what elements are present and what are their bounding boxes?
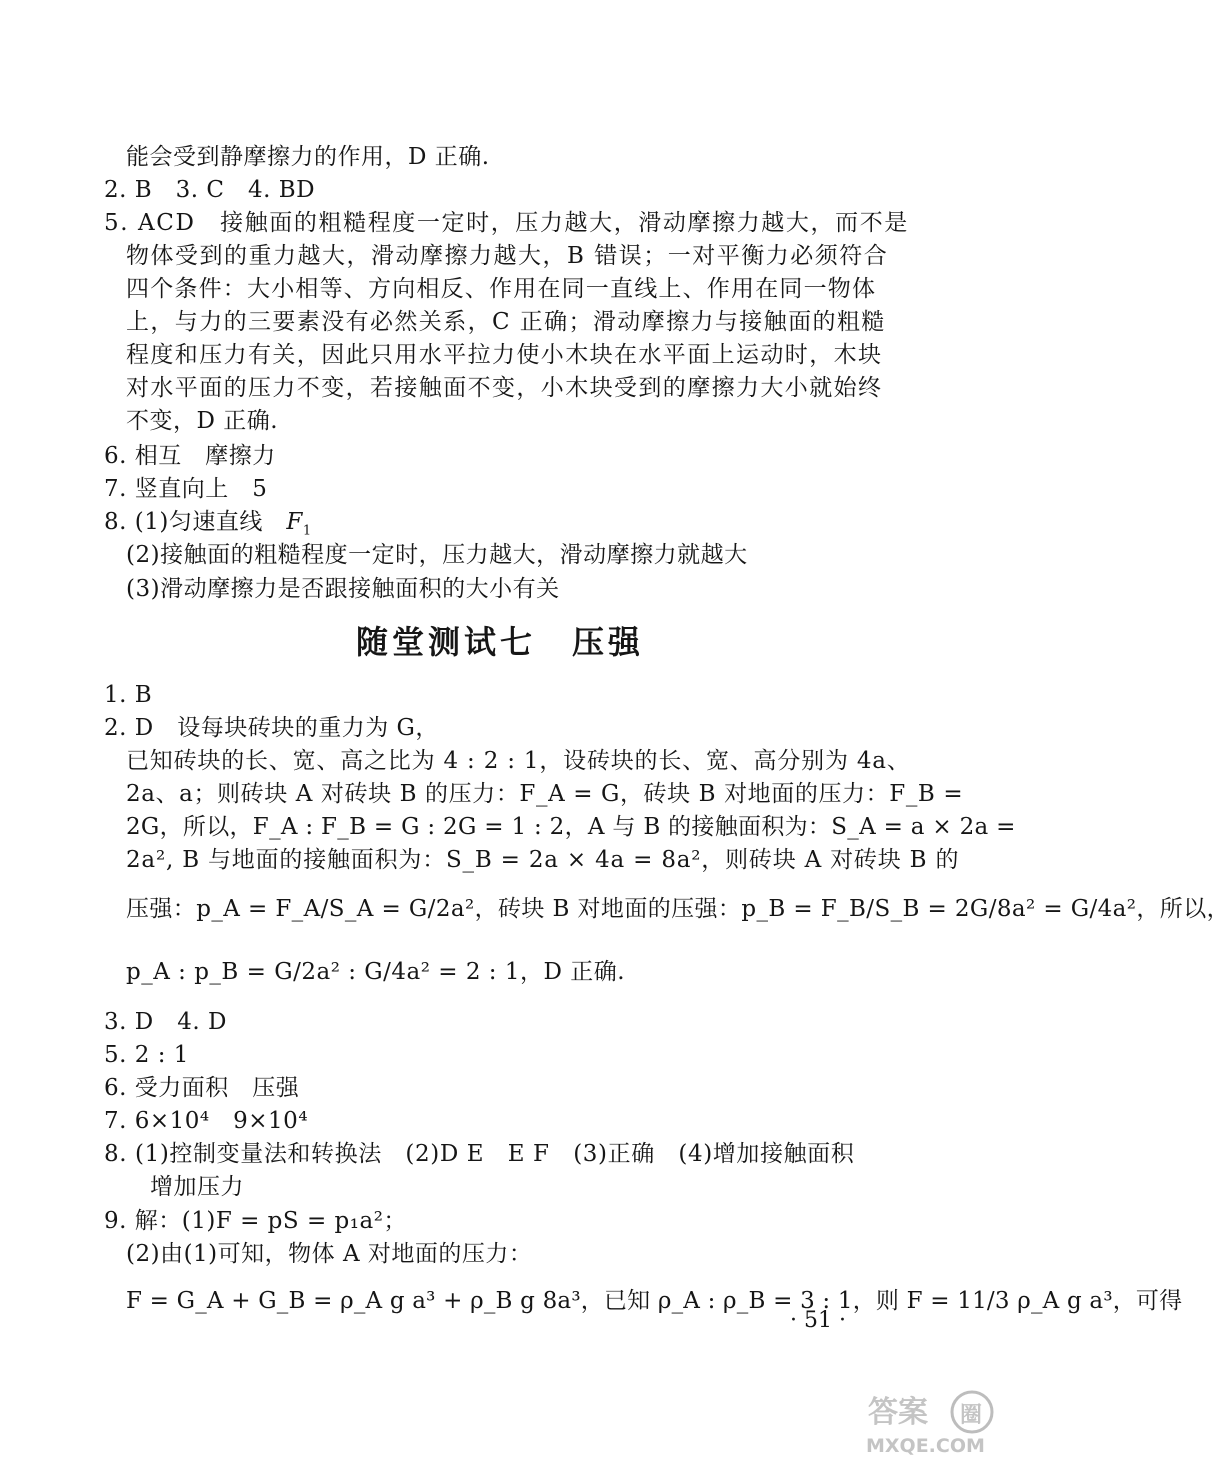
- text-line: 2a², B 与地面的接触面积为：S_B = 2a × 4a = 8a²，则砖块 A 对砖块 B 的: [126, 847, 960, 873]
- answer-line: 6. 受力面积 压强: [104, 1075, 300, 1101]
- text-line: 上，与力的三要素没有必然关系，C 正确；滑动摩擦力与接触面的粗糙: [126, 309, 886, 335]
- answer-line: 7. 竖直向上 5: [104, 476, 268, 502]
- answer-text: 8. (1)匀速直线: [104, 509, 287, 535]
- answer-line: 2. B 3. C 4. BD: [104, 177, 316, 203]
- math-sub: 1: [302, 523, 312, 539]
- text-line: 不变，D 正确.: [126, 408, 279, 434]
- answer-line: 5. 2 : 1: [104, 1042, 189, 1068]
- answer-line: 9. 解：(1)F = pS = p₁a²；: [104, 1208, 407, 1234]
- math-var: F: [286, 509, 303, 535]
- text-line: 四个条件：大小相等、方向相反、作用在同一直线上、作用在同一物体: [126, 276, 877, 302]
- formula-line: F = G_A + G_B = ρ_A g a³ + ρ_B g 8a³，已知 ρ_A : ρ_B = 3 : 1，则 F = 11/3 ρ_A g a³，可得: [126, 1288, 1183, 1314]
- text-line: 已知砖块的长、宽、高之比为 4 : 2 : 1，设砖块的长、宽、高分别为 4a、: [126, 748, 911, 774]
- text-line: 增加压力: [150, 1174, 244, 1200]
- answer-line: 8. (1)控制变量法和转换法 (2)D E E F (3)正确 (4)增加接触面积: [104, 1141, 855, 1167]
- text-line: (3)滑动摩擦力是否跟接触面积的大小有关: [126, 576, 560, 602]
- text-line: 物体受到的重力越大，滑动摩擦力越大，B 错误；一对平衡力必须符合: [126, 243, 889, 269]
- text-line: 能会受到静摩擦力的作用，D 正确.: [126, 144, 490, 170]
- svg-text:圈: 圈: [960, 1403, 983, 1428]
- answer-line: 3. D 4. D: [104, 1009, 227, 1035]
- answer-line: 7. 6×10⁴ 9×10⁴: [104, 1108, 309, 1134]
- answer-line: 6. 相互 摩擦力: [104, 443, 276, 469]
- answer-line: 1. B: [104, 682, 153, 708]
- formula-line: 压强：p_A = F_A/S_A = G/2a²，砖块 B 对地面的压强：p_B = F_B/S_B = 2G/8a² = G/4a²，所以，: [126, 896, 1230, 922]
- svg-text:答案: 答案: [868, 1395, 928, 1430]
- answer-line: 5. ACD 接触面的粗糙程度一定时，压力越大，滑动摩擦力越大，而不是: [104, 210, 909, 236]
- text-line: 程度和压力有关，因此只用水平拉力使小木块在水平面上运动时，木块: [126, 342, 883, 368]
- text-line: 2G，所以，F_A : F_B = G : 2G = 1 : 2，A 与 B 的接触面积为：S_A = a × 2a =: [126, 814, 1016, 840]
- watermark-logo: [860, 1382, 1000, 1459]
- text-line: 2a、a；则砖块 A 对砖块 B 的压力：F_A = G，砖块 B 对地面的压力：F_B =: [126, 781, 964, 807]
- text-line: (2)接触面的粗糙程度一定时，压力越大，滑动摩擦力就越大: [126, 542, 748, 568]
- formula-line: p_A : p_B = G/2a² : G/4a² = 2 : 1，D 正确.: [126, 959, 626, 985]
- svg-text:MXQE.COM: MXQE.COM: [866, 1435, 985, 1457]
- text-line: (2)由(1)可知，物体 A 对地面的压力：: [126, 1241, 533, 1267]
- text-line: 对水平面的压力不变，若接触面不变，小木块受到的摩擦力大小就始终: [126, 375, 883, 401]
- section-title: 随堂测试七 压强: [355, 623, 644, 661]
- answer-line: 2. D 设每块砖块的重力为 G，: [104, 715, 439, 741]
- page-number: · 51 ·: [790, 1308, 846, 1333]
